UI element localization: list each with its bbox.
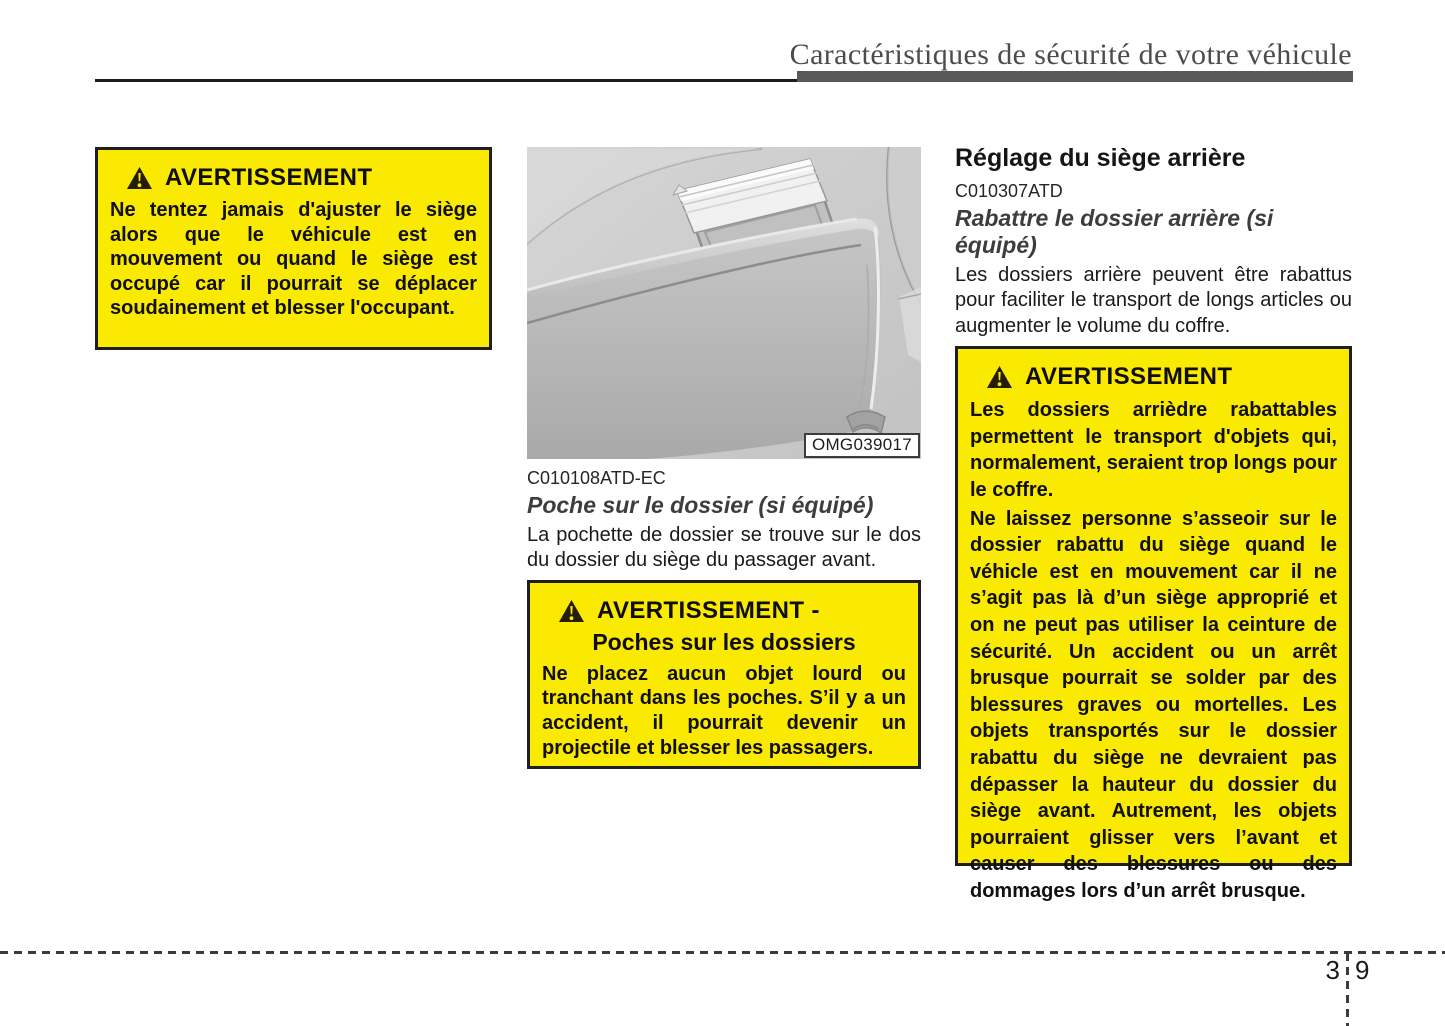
warning-title: AVERTISSEMENT (165, 164, 373, 191)
warning-box-pockets (527, 580, 921, 769)
section-subheading-fold: Rabattre le dossier arrière (si équipé) (955, 205, 1274, 258)
warning-body-paragraph-1: Les dossiers arrièdre rabattables permettent le transport d'objets qui, normalement, seraient trop longs pour le coffre. (970, 399, 1337, 501)
section-code: C010108ATD-EC (527, 468, 666, 488)
section-code: C010307ATD (955, 181, 1063, 201)
section-heading-pocket: Poche sur le dossier (si équipé) (527, 492, 874, 518)
warning-triangle-icon (126, 166, 153, 190)
warning-box-folding (955, 346, 1352, 902)
warning-subtitle: Poches sur les dossiers (592, 628, 856, 655)
warning-triangle-icon (986, 365, 1013, 389)
chapter-number: 3 (1325, 955, 1340, 985)
warning-title: AVERTISSEMENT (1025, 363, 1233, 391)
warning-body: Ne placez aucun objet lourd ou tranchant dans les poches. S’il y a un accident, il pourrait devenir un projectile et blesser les passagers. (542, 662, 906, 759)
section-body-pocket: La pochette de dossier se trouve sur le dos du dossier du siège du passager avant. (527, 524, 921, 572)
warning-triangle-icon (558, 599, 585, 623)
page-title: Caractéristiques de sécurité de votre véhicule (789, 38, 1352, 71)
header-rule-thin (95, 79, 799, 82)
warning-box-seat-adjust (95, 147, 492, 350)
warning-title-row (970, 363, 1337, 391)
seat-pocket-illustration (527, 147, 921, 459)
warning-title-row (542, 597, 906, 625)
right-column (955, 144, 1352, 902)
seat-pocket-figure (527, 147, 921, 459)
header-rule-bar (797, 71, 1353, 82)
warning-title: AVERTISSEMENT - (597, 596, 820, 624)
figure-label: OMG039017 (804, 433, 920, 458)
section-body-rear-seat: Les dossiers arrière peuvent être rabattus pour faciliter le transport de longs articles ou augmenter le volume du coffre. (955, 264, 1352, 337)
warning-title-row (110, 164, 477, 192)
warning-body-paragraph-2: Ne laissez personne s’asseoir sur le dossier rabattu du siège quand le véhicle est en mouvement car il ne s’agit pas là d’un siège approprié et on ne peut pas utiliser la ceinture de sécurité. Un accident ou un arrêt brusque pourrait se solder par des blessures graves ou mortelles. Les objets transportés sur le dossier rabattu du siège ne devraient pas dépasser la hauteur du dossier du siège avant. Autrement, les objets pourraient glisser vers l’avant et causer des blessures ou des dommages lors d’un arrêt brusque. (970, 507, 1337, 902)
section-heading-rear-seat: Réglage du siège arrière (955, 144, 1246, 172)
left-column (95, 147, 492, 350)
footer-vertical-divider (1346, 953, 1349, 1026)
page-number: 9 (1355, 955, 1370, 985)
warning-body: Ne tentez jamais d'ajuster le siège alors que le véhicule est en mouvement ou quand le siège est occupé car il pourrait se déplacer soudainement et blesser l'occupant. (110, 199, 477, 320)
footer-dashed-divider (0, 951, 1445, 954)
middle-column (527, 147, 921, 769)
